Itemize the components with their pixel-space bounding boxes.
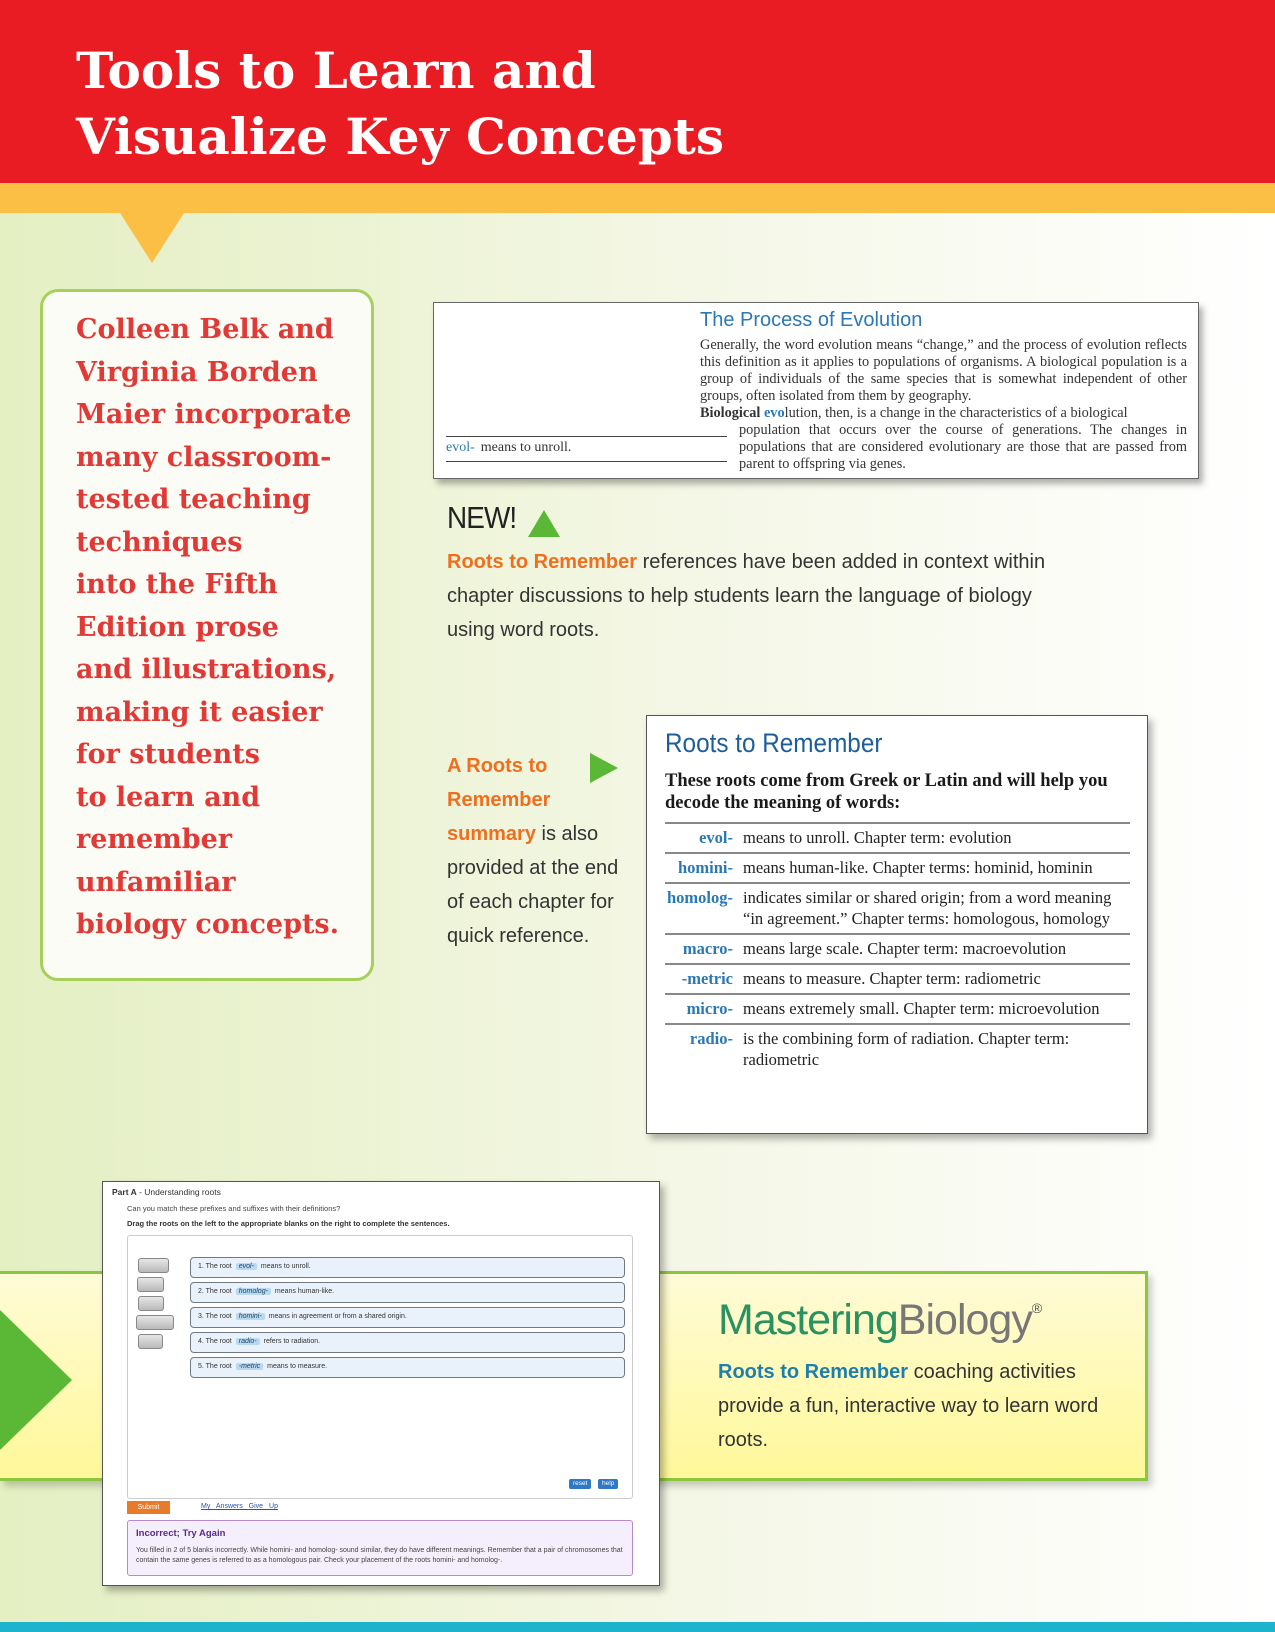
sentence-blank[interactable]: homolog- — [236, 1288, 271, 1295]
evolution-excerpt-body: Generally, the word evolution means “change,” and the process of evolution reflects this definition as it applies to populations of organisms. A biological population is a group of individuals of the same species that is somewhat independent of other groups, often isolated from them by geography. — [700, 337, 1187, 404]
sentence-num: 1. The root — [198, 1263, 232, 1270]
evolution-root-highlight: evo — [763, 405, 785, 421]
sentence-rest: means in agreement or from a shared origin. — [268, 1313, 407, 1320]
sentence-slot[interactable] — [190, 1282, 625, 1303]
reset-button[interactable]: reset — [569, 1479, 591, 1489]
new-feature-desc: references have been added in context within chapter discussions to help students learn the language of biology using word roots. — [447, 551, 1046, 641]
root-definition: means large scale. Chapter term: macroevolution — [743, 939, 1067, 958]
page-title: Tools to Learn and Visualize Key Concepts — [76, 41, 724, 166]
sentence-rest: refers to radiation. — [263, 1338, 321, 1345]
part-title: - Understanding roots — [136, 1187, 221, 1197]
submit-button[interactable]: Submit — [127, 1501, 170, 1514]
root-definition: means to measure. Chapter term: radiometric — [743, 969, 1041, 988]
margin-root-note — [446, 440, 571, 456]
drag-tile[interactable] — [138, 1258, 169, 1273]
root-term: evol- — [699, 828, 733, 847]
drag-tile[interactable] — [138, 1296, 164, 1311]
mastering-desc: coaching activities provide a fun, interactive way to learn word roots. — [718, 1361, 1099, 1451]
feedback-panel — [127, 1520, 633, 1576]
root-term: micro- — [686, 999, 733, 1018]
help-button[interactable]: help — [598, 1479, 618, 1489]
intro-text: Colleen Belk and Virginia Borden Maier incorporate many classroom- tested teaching techniques into the Fifth Edition prose and illustrations, making it easier for students to learn and remember unfamiliar biology concepts. — [76, 314, 352, 940]
roots-intro: These roots come from Greek or Latin and will help you decode the meaning of words: — [665, 771, 1108, 813]
up-triangle-icon — [528, 510, 560, 537]
sentence-num: 3. The root — [198, 1313, 232, 1320]
evolution-excerpt-line — [700, 405, 1187, 422]
pointer-triangle-icon — [120, 213, 184, 263]
activity-screenshot — [102, 1181, 660, 1586]
activity-question: Can you match these prefixes and suffixes with their definitions? — [127, 1204, 341, 1213]
right-triangle-icon — [590, 753, 618, 783]
evolution-bio-rest: lution, then, is a change in the characteristics of a biological — [784, 405, 1128, 421]
root-row — [665, 1023, 1130, 1074]
root-term: macro- — [682, 939, 733, 958]
root-term: -metric — [681, 969, 733, 988]
root-row — [665, 963, 1130, 993]
sentence-slot[interactable] — [190, 1332, 625, 1353]
root-row — [665, 822, 1130, 852]
root-row — [665, 993, 1130, 1023]
root-divider — [446, 436, 727, 437]
activity-part-title — [112, 1187, 221, 1197]
root-term: radio- — [689, 1029, 733, 1048]
root-term: homolog- — [667, 888, 733, 907]
sentence-slot[interactable] — [190, 1257, 625, 1278]
summary-highlight: A Roots to Remember summary — [447, 755, 551, 845]
drag-drop-area — [127, 1235, 633, 1499]
new-label: NEW! — [447, 500, 517, 535]
mastering-highlight: Roots to Remember — [718, 1361, 909, 1383]
drag-tile[interactable] — [137, 1277, 164, 1292]
feedback-body: You filled in 2 of 5 blanks incorrectly. While homini- and homolog- sound similar, they do have different meanings. Remember that a pair of chromosomes that contain the same genes is referred to as a homologous pair. Check your placement of the roots homini- and homolog-. — [136, 1547, 623, 1564]
mastering-description — [718, 1355, 1118, 1457]
sentence-rest: means to measure. — [267, 1363, 328, 1370]
sentence-num: 4. The root — [198, 1338, 232, 1345]
root-definition: means extremely small. Chapter term: microevolution — [743, 999, 1100, 1018]
sentence-blank[interactable]: radio- — [236, 1338, 260, 1345]
margin-root-def: means to unroll. — [480, 440, 572, 455]
logo-mastering: Mastering — [718, 1296, 898, 1344]
registered-mark: ® — [1031, 1300, 1042, 1316]
sentence-slot[interactable] — [190, 1307, 625, 1328]
feedback-title: Incorrect; Try Again — [136, 1528, 226, 1539]
roots-title: Roots to Remember — [665, 728, 883, 758]
sentence-slot[interactable] — [190, 1357, 625, 1378]
root-definition: means to unroll. Chapter term: evolution — [743, 828, 1012, 847]
roots-table — [665, 822, 1130, 1074]
root-row — [665, 933, 1130, 963]
evolution-excerpt-body-2: population that occurs over the course of generations. The changes in populations that are considered evolutionary are those that are passed from parent to offspring via genes. — [739, 422, 1187, 472]
root-row — [665, 852, 1130, 882]
root-definition: indicates similar or shared origin; from a word meaning “in agreement.” Chapter terms: homologous, homology — [743, 888, 1112, 928]
root-definition: means human-like. Chapter terms: hominid, hominin — [743, 858, 1093, 877]
evolution-bio-text: Biological — [700, 405, 764, 421]
sentence-blank[interactable]: -metric — [236, 1363, 263, 1370]
root-term: homini- — [677, 858, 733, 877]
sentence-blank[interactable]: homini- — [236, 1313, 265, 1320]
evolution-excerpt-title: The Process of Evolution — [700, 309, 923, 331]
sentence-num: 5. The root — [198, 1363, 232, 1370]
new-feature-highlight: Roots to Remember — [447, 551, 638, 573]
sentence-num: 2. The root — [198, 1288, 232, 1295]
summary-desc: is also provided at the end of each chapter for quick reference. — [447, 823, 619, 947]
root-divider — [446, 461, 727, 462]
bottom-bar — [0, 1622, 1275, 1632]
part-label: Part A — [112, 1187, 137, 1197]
sentence-rest: means to unroll. — [260, 1263, 311, 1270]
right-triangle-icon — [0, 1310, 72, 1450]
drag-tile[interactable] — [138, 1334, 163, 1349]
sentence-rest: means human-like. — [274, 1288, 335, 1295]
orange-band — [0, 183, 1275, 213]
margin-root-term: evol- — [446, 440, 475, 455]
sentence-blank[interactable]: evol- — [236, 1263, 257, 1270]
answer-links[interactable]: My Answers Give Up — [201, 1503, 278, 1510]
root-definition: is the combining form of radiation. Chapter term: radiometric — [743, 1029, 1070, 1069]
drag-tile[interactable] — [136, 1315, 174, 1330]
mastering-biology-logo — [718, 1296, 1041, 1345]
logo-biology: Biology — [897, 1296, 1032, 1344]
new-feature-text — [447, 545, 1047, 647]
root-row — [665, 882, 1130, 933]
activity-instruction: Drag the roots on the left to the appropriate blanks on the right to complete the sentences. — [127, 1219, 450, 1228]
